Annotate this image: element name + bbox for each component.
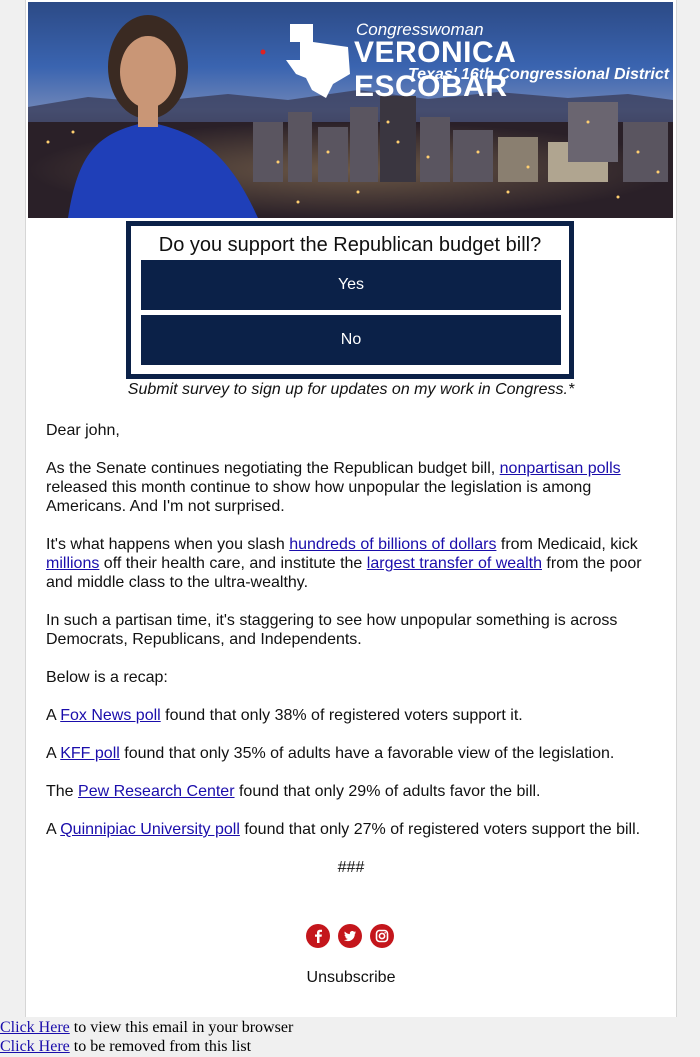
email-card — [25, 0, 677, 1017]
nonpartisan-polls-link[interactable]: nonpartisan polls — [499, 460, 621, 477]
kff-poll-link[interactable]: KFF poll — [60, 745, 120, 762]
paragraph-3: In such a partisan time, it's staggering to see how unpopular something is across Democrats, Republicans, and Independents. — [46, 612, 618, 648]
text: from Medicaid, kick — [496, 536, 638, 553]
text: It's what happens when you slash — [46, 536, 290, 553]
no-button[interactable]: No — [141, 315, 561, 365]
banner-title-name: VERONICA ESCOBAR — [354, 36, 516, 103]
survey-note: Submit survey to sign up for updates on my work in Congress.* — [127, 381, 575, 398]
instagram-icon[interactable] — [370, 924, 394, 948]
survey-question: Do you support the Republican budget bill? — [158, 234, 542, 256]
yes-button[interactable]: Yes — [141, 260, 561, 310]
recap-kff — [46, 744, 656, 763]
end-mark: ### — [337, 859, 365, 876]
hundreds-of-billions-link[interactable]: hundreds of billions of dollars — [289, 536, 497, 553]
text: The — [46, 783, 79, 800]
text: found that only 27% of registered voters support the bill. — [239, 821, 641, 838]
fox-news-poll-link[interactable]: Fox News poll — [60, 707, 161, 724]
pew-research-link[interactable]: Pew Research Center — [78, 783, 235, 800]
text: A — [46, 707, 61, 724]
text: to view this email in your browser — [69, 1019, 294, 1036]
text: off their health care, and institute the — [99, 555, 367, 572]
paragraph-2 — [46, 535, 656, 592]
text: released this month continue to show how unpopular the legislation is among Americans. And I'm not surprised. — [46, 479, 592, 515]
view-in-browser-link[interactable]: Click Here — [0, 1019, 70, 1036]
email-footer — [0, 1018, 700, 1056]
banner-graphic — [28, 2, 673, 218]
greeting: Dear john, — [46, 422, 120, 439]
unsubscribe-link[interactable]: Unsubscribe — [306, 969, 396, 986]
recap-quinnipiac — [46, 820, 656, 839]
paragraph-4: Below is a recap: — [46, 669, 168, 686]
text: found that only 38% of registered voters support it. — [160, 707, 523, 724]
text: A — [46, 745, 61, 762]
twitter-icon[interactable] — [338, 924, 362, 948]
social-icons — [306, 924, 396, 948]
text: found that only 29% of adults favor the bill. — [234, 783, 541, 800]
recap-fox — [46, 706, 656, 725]
facebook-icon[interactable] — [306, 924, 330, 948]
largest-transfer-link[interactable]: largest transfer of wealth — [366, 555, 542, 572]
header-banner — [28, 2, 673, 218]
text: to be removed from this list — [69, 1038, 252, 1055]
banner-district: Texas' 16th Congressional District — [408, 66, 670, 83]
banner-title-small: Congresswoman — [356, 20, 484, 39]
recap-pew — [46, 782, 656, 801]
text: from the poor and middle class to the ultra-wealthy. — [46, 555, 642, 591]
text: A — [46, 821, 61, 838]
remove-from-list-link[interactable]: Click Here — [0, 1038, 70, 1055]
text: found that only 35% of adults have a favorable view of the legislation. — [119, 745, 615, 762]
footer-line-1 — [0, 1018, 700, 1037]
text: As the Senate continues negotiating the Republican budget bill, — [46, 460, 500, 477]
footer-line-2 — [0, 1037, 700, 1056]
survey-box — [126, 221, 574, 379]
millions-link[interactable]: millions — [46, 555, 100, 572]
letter-body — [46, 421, 656, 896]
paragraph-1 — [46, 459, 656, 516]
quinnipiac-poll-link[interactable]: Quinnipiac University poll — [60, 821, 240, 838]
